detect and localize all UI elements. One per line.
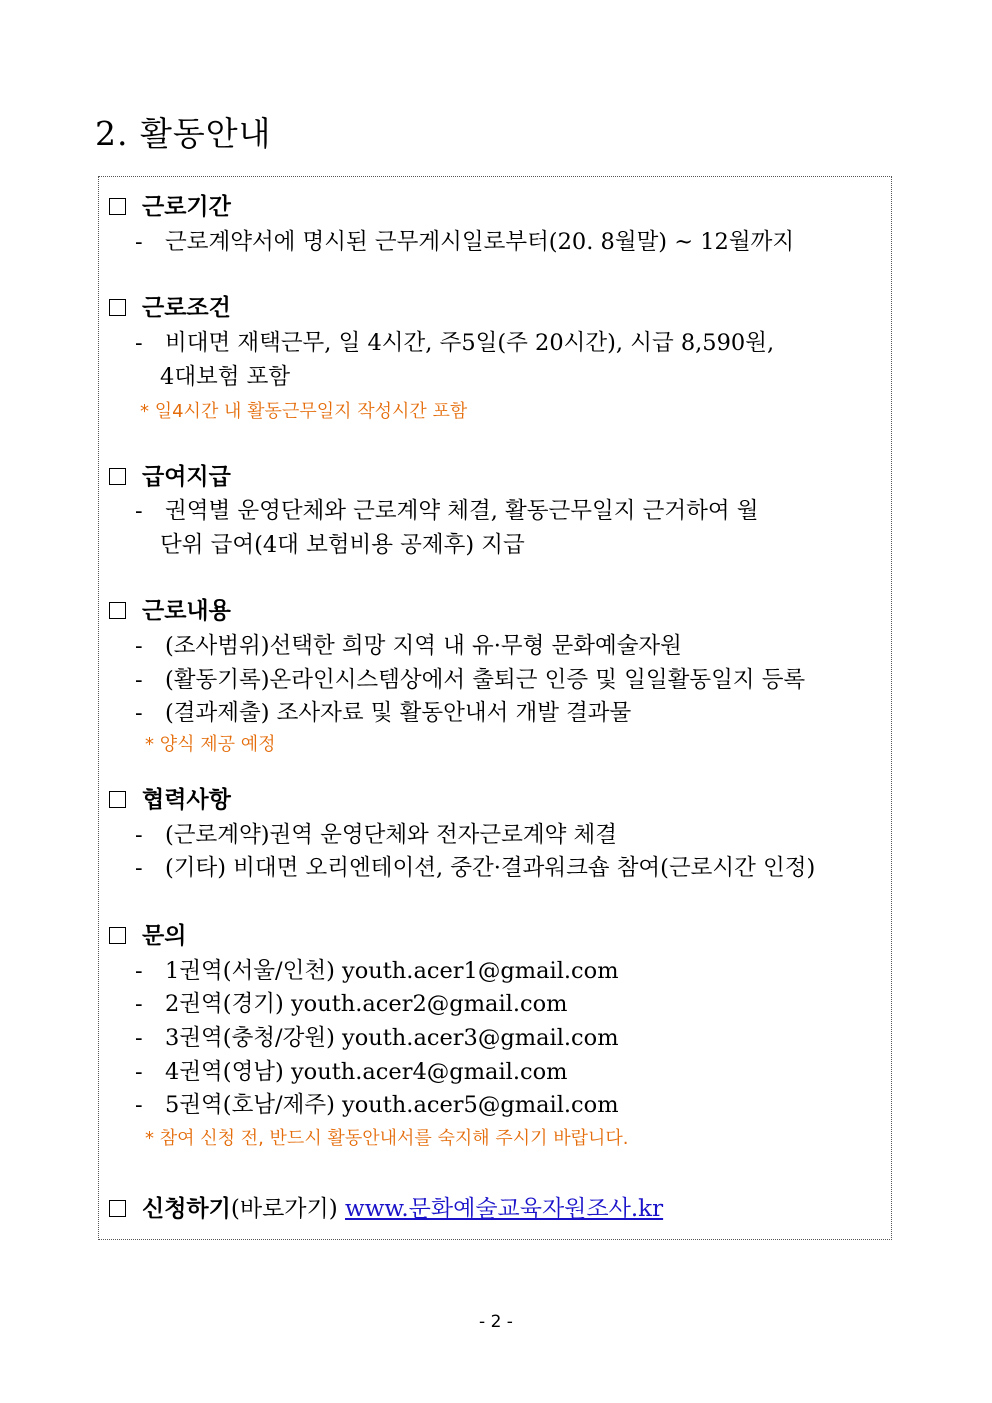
section-heading-label: 급여지급	[142, 463, 231, 490]
list-item	[135, 496, 758, 526]
checkbox-icon	[109, 468, 126, 485]
list-item-text: 근로계약서에 명시된 근무게시일로부터(20. 8월말) ~ 12월까지	[165, 229, 795, 255]
contact-item	[135, 1023, 619, 1053]
contact-item-text: 5권역(호남/제주) youth.acer5@gmail.com	[165, 1092, 619, 1118]
section-heading-work	[109, 596, 231, 626]
dash-icon: -	[135, 229, 143, 255]
checkbox-icon	[109, 791, 126, 808]
list-item-text: (결과제출) 조사자료 및 활동안내서 개발 결과물	[165, 700, 632, 726]
checkbox-icon	[109, 299, 126, 316]
checkbox-icon	[109, 602, 126, 619]
list-item-text: (조사범위)선택한 희망 지역 내 유·무형 문화예술자원	[165, 633, 682, 659]
checkbox-icon	[109, 1200, 126, 1217]
apply-shortcut-label: (바로가기)	[230, 1196, 346, 1222]
work-note: * 양식 제공 예정	[145, 734, 276, 755]
list-item	[135, 665, 805, 695]
list-item-text: (근로계약)권역 운영단체와 전자근로계약 체결	[165, 822, 617, 848]
checkbox-icon	[109, 927, 126, 944]
contact-note: * 참여 신청 전, 반드시 활동안내서를 숙지해 주시기 바랍니다.	[145, 1128, 629, 1149]
section-heading-cooperation	[109, 785, 231, 815]
list-item	[135, 227, 794, 257]
section-heading-label: 근로조건	[142, 294, 231, 321]
section-heading-label: 근로내용	[142, 597, 231, 624]
list-item	[135, 631, 682, 661]
list-item	[135, 328, 774, 358]
activity-info-box	[98, 176, 892, 1240]
contact-item	[135, 956, 619, 986]
list-item-text: (활동기록)온라인시스템상에서 출퇴근 인증 및 일일활동일지 등록	[165, 667, 806, 693]
conditions-note: * 일4시간 내 활동근무일지 작성시간 포함	[140, 401, 468, 422]
dash-icon: -	[135, 667, 143, 693]
list-item-text: (기타) 비대면 오리엔테이션, 중간·결과워크숍 참여(근로시간 인정)	[165, 855, 816, 881]
dash-icon: -	[135, 1092, 143, 1118]
page-number: - 2 -	[479, 1312, 513, 1332]
dash-icon: -	[135, 958, 143, 984]
section-heading-label: 신청하기	[142, 1195, 231, 1222]
dash-icon: -	[135, 700, 143, 726]
section-heading-label: 문의	[142, 922, 187, 949]
checkbox-icon	[109, 198, 126, 215]
list-item-text: 권역별 운영단체와 근로계약 체결, 활동근무일지 근거하여 월	[165, 498, 759, 524]
section-heading-label: 근로기간	[142, 193, 231, 220]
dash-icon: -	[135, 991, 143, 1017]
section-heading-payment	[109, 462, 231, 492]
contact-item	[135, 989, 567, 1019]
contact-item	[135, 1057, 567, 1087]
section-heading-apply	[109, 1194, 663, 1224]
page-title: 2. 활동안내	[95, 114, 272, 153]
contact-item	[135, 1090, 619, 1120]
contact-item-text: 3권역(충청/강원) youth.acer3@gmail.com	[165, 1025, 619, 1051]
dash-icon: -	[135, 498, 143, 524]
section-heading-contact	[109, 921, 186, 951]
list-item	[135, 820, 617, 850]
dash-icon: -	[135, 330, 143, 356]
list-item-continuation: 4대보험 포함	[160, 364, 291, 390]
contact-item-text: 1권역(서울/인천) youth.acer1@gmail.com	[165, 958, 619, 984]
dash-icon: -	[135, 1025, 143, 1051]
dash-icon: -	[135, 633, 143, 659]
list-item-continuation: 단위 급여(4대 보험비용 공제후) 지급	[160, 532, 525, 558]
list-item-text: 비대면 재택근무, 일 4시간, 주5일(주 20시간), 시급 8,590원,	[165, 330, 775, 356]
list-item	[135, 698, 631, 728]
contact-item-text: 2권역(경기) youth.acer2@gmail.com	[165, 991, 568, 1017]
section-heading-label: 협력사항	[142, 786, 231, 813]
dash-icon: -	[135, 855, 143, 881]
section-heading-conditions	[109, 293, 231, 323]
list-item	[135, 853, 815, 883]
contact-item-text: 4권역(영남) youth.acer4@gmail.com	[165, 1059, 568, 1085]
apply-link[interactable]: www.문화예술교육자원조사.kr	[345, 1196, 664, 1222]
dash-icon: -	[135, 822, 143, 848]
section-heading-period	[109, 192, 231, 222]
dash-icon: -	[135, 1059, 143, 1085]
